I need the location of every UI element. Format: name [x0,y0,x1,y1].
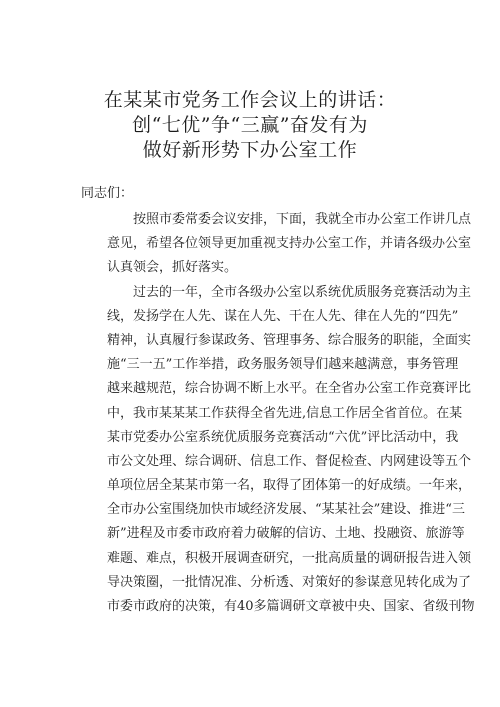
paragraph-1 [81,208,472,281]
document-title [60,88,440,163]
salutation: 同志们： [81,186,134,201]
paragraph-line: 导决策圈，一批情况准、分析透、对策好的参谋意见转化成为了 [107,574,472,590]
paragraph-line: 市公文处理、综合调研、信息工作、督促检查、内网建设等五个 [107,453,472,469]
title-line: 在某某市党务工作会议上的讲话： [103,89,397,111]
title-line: 做好新形势下办公室工作 [142,139,358,161]
paragraph-line: 新”进程及市委市政府着力破解的信访、土地、投融资、旅游等 [107,526,465,542]
paragraph-line: 越来越规范，综合协调不断上水平。在全省办公室工作竞赛评比 [107,381,472,397]
paragraph-line: 中，我市某某某工作获得全省先进,信息工作居全省首位。在某 [107,405,463,421]
paragraph-2 [81,281,475,620]
paragraph-line: 线，发扬学在人先、谋在人先、干在人先、律在人先的“四先” [107,308,459,324]
paragraph-line: 精神，认真履行参谋政务、管理事务、综合服务的职能，全面实 [107,332,472,348]
document-body [81,208,475,619]
paragraph-line: 意见，希望各位领导更加重视支持办公室工作，并请各级办公室 [107,236,472,252]
paragraph-line: 全市办公室围绕加快市域经济发展、“某某社会”建设、推进“三 [107,502,465,518]
paragraph-line: 施“三一五”工作举措，政务服务领导们越来越满意，事务管理 [107,357,459,373]
paragraph-line: 认真领会，抓好落实。 [107,260,238,276]
paragraph-line: 市委市政府的决策，有40多篇调研文章被中央、国家、省级刊物 [107,599,475,614]
paragraph-line: 难题、难点，积极开展调查研究，一批高质量的调研报告进入领 [107,550,472,566]
paragraph-line: 某市党委办公室系统优质服务竞赛活动“六优”评比活动中，我 [107,429,459,445]
paragraph-line: 过去的一年，全市各级办公室以系统优质服务竞赛活动为主 [133,284,472,300]
title-line: 创“七优”争“三赢”奋发有为 [132,114,368,136]
paragraph-line: 按照市委常委会议安排，下面，我就全市办公室工作讲几点 [133,212,472,227]
paragraph-line: 单项位居全某某市第一名，取得了团体第一的好成绩。一年来， [107,478,472,494]
